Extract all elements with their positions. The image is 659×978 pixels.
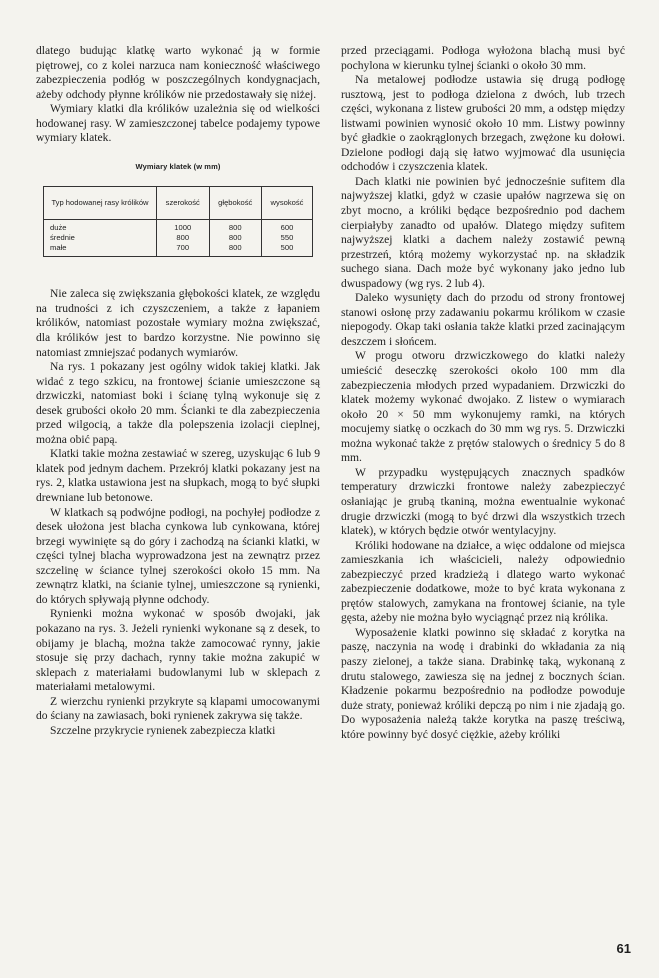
height-cell: 600 550 500 [262, 220, 313, 257]
breed-size-cell: duże średnie małe [44, 220, 157, 257]
header-depth: głębokość [209, 187, 262, 220]
paragraph: W przypadku występujących znacznych spadków temperatury drzwiczki frontowe należy zabezpieczyć osłaniając je grubą tkaniną, można ewentualnie wykonać drugie drzwiczki (mogą to być drzwi dla wszystkich trzech klatek), w których będzie otwór wentylacyjny. [341, 465, 625, 538]
paragraph: Wymiary klatki dla królików uzależnia się od wielkości hodowanej rasy. W zamieszczonej tabelce podajemy typowe wymiary klatek. [36, 102, 320, 145]
paragraph: W progu otworu drzwiczkowego do klatki należy umieścić deseczkę szerokości około 100 mm dla zabezpieczenia młodych przed wypadaniem. Drzwiczki do klatek możemy wykonać dwojako. Z listew o wymiarach około 20 × 50 mm wykonujemy ramki, na których mocujemy siatkę o oczkach do 30 mm wg rys. 5. Drzwiczki można wykonać także z prętów stalowych o średnicy 5 do 8 mm. [341, 349, 625, 465]
dimensions-table [43, 186, 313, 257]
paragraph: Rynienki można wykonać w sposób dwojaki, jak pokazano na rys. 3. Jeżeli rynienki wykonane są z desek, to obijamy je blachą, można także zamocować rynny, jakie stosuje się przy dachach, rynny takie można zakupić w sklepach z materiałami budowlanymi lub w sklepach z materiałami metalowymi. [36, 607, 320, 694]
right-column [341, 44, 625, 742]
paragraph: Dach klatki nie powinien być jednocześnie sufitem dla najwyższej klatki, gdyż w czasie upałów nagrzewa się on zbyt mocno, a króliki będące bezpośrednio pod dachem cierpiałyby zanadto od upałów. Dlatego między sufitem najwyższej klatki a dachem należy zostawić pewną przestrzeń, którą możemy wykorzystać np. na składzik suchego siana. Dach może być wykonany jako jedno lub dwuspadowy (wg rys. 2 lub 4). [341, 174, 625, 290]
header-breed-type: Typ hodowanej rasy królików [44, 187, 157, 220]
paragraph: Szczelne przykrycie rynienek zabezpiecza klatki [50, 723, 276, 737]
paragraph: przed przeciągami. Podłoga wyłożona blachą musi być pochylona w kierunku tylnej ścianki o około 30 mm. [341, 44, 625, 72]
left-column [36, 44, 320, 738]
paragraph: Nie zaleca się zwiększania głębokości klatek, ze względu na trudności z ich czyszczeniem, a także z łapaniem królików, natomiast pozostałe wymiary można zwiększać, dla królików jest to bardzo korzystne. Nie powinno się natomiast zmniejszać podanych wymiarów. [36, 287, 320, 359]
table-header-row [44, 187, 313, 220]
paragraph: Daleko wysunięty dach do przodu od strony frontowej stanowi osłonę przy zadawaniu pokarmu królikom w czasie niepogody. Okap taki osłania także klatki przed zacinającym deszczem i słońcem. [341, 291, 625, 348]
paragraph: W klatkach są podwójne podłogi, na pochyłej podłodze z desek ułożona jest blacha cynkowa lub cynkowana, której brzegi wywinięte są do góry i zachodzą na ścianki klatki, w części tylnej blacha wyprowadzona jest na zewnątrz przez szczelinę w ściance tylnej szerokości około 15 mm. Na zewnątrz klatki, na ścianie tylnej, umieszczone są rynienki, do których spływają płynne odchody. [36, 505, 320, 606]
paragraph: Na metalowej podłodze ustawia się drugą podłogę rusztową, jest to podłoga dzielona z dwóch, lub trzech części, wykonana z listew grubości 20 mm, a odstęp między listwami powinien wynosić około 10 mm. Listwy powinny być gładkie o zaokrąglonych brzegach, zwężone ku dołowi. Dzielone podłogi dają się łatwo wyjmować dla usunięcia odchodów i czyszczenia klatek. [341, 73, 625, 174]
depth-cell: 800 800 800 [209, 220, 262, 257]
paragraph: Wyposażenie klatki powinno się składać z korytka na paszę, naczynia na wodę i drabinki do wkładania za nią paszy zielonej, a także siana. Drabinkę taką, wykonaną z drutu stalowego, zawiesza się na jednej z bocznych ścian. Kładzenie pokarmu bezpośrednio na podłodze powoduje duże straty, ponieważ króliki depczą po nim i nie zjadają go. Do wyposażenia należą także korytka na paszę treściwą, które powinny być dosyć ciężkie, ażeby króliki [341, 625, 625, 741]
table-caption: Wymiary klatek (w mm) [135, 161, 221, 171]
paragraph: dlatego budując klatkę warto wykonać ją w formie piętrowej, co z kolei narzuca nam konieczność właściwego zabezpieczenia podłóg w poszczególnych kondygnacjach, ażeby odchody płynne królików nie przedostawały się niżej. [36, 44, 320, 101]
paragraph: Klatki takie można zestawiać w szereg, uzyskując 6 lub 9 klatek pod jednym dachem. Przekrój klatki pokazany jest na rys. 2, klatka ustawiona jest na słupkach, mogą to być słupki drewniane lub betonowe. [36, 447, 320, 505]
table-row [44, 220, 313, 257]
width-cell: 1000 800 700 [157, 220, 210, 257]
paragraph: Na rys. 1 pokazany jest ogólny widok takiej klatki. Jak widać z tego szkicu, na frontowej ścianie umieszczone są drzwiczki, natomiast boki i ścianę tylną wykonuje się z desek grubości około 20 mm. Ścianki te dla zabezpieczenia przed wilgocią, a także dla polepszenia izolacji cieplnej, można obić papą. [36, 360, 320, 446]
paragraph: Z wierzchu rynienki przykryte są klapami umocowanymi do ściany na zawiasach, boki rynienek zakrywa się także. [36, 694, 320, 723]
paragraph: Króliki hodowane na działce, a więc oddalone od miejsca zamieszkania ich właścicieli, należy odpowiednio zabezpieczyć przed kradzieżą i dlatego warto wykonać zabezpieczenie dodatkowe, może to być krata wykonana z prętów stalowych, zamykana na frontowej ścianie, na tyle gęsta, ażeby nie można było wyciągnąć przez nią królika. [341, 538, 625, 625]
page-number: 61 [616, 941, 631, 956]
header-height: wysokość [262, 187, 313, 220]
header-width: szerokość [157, 187, 210, 220]
